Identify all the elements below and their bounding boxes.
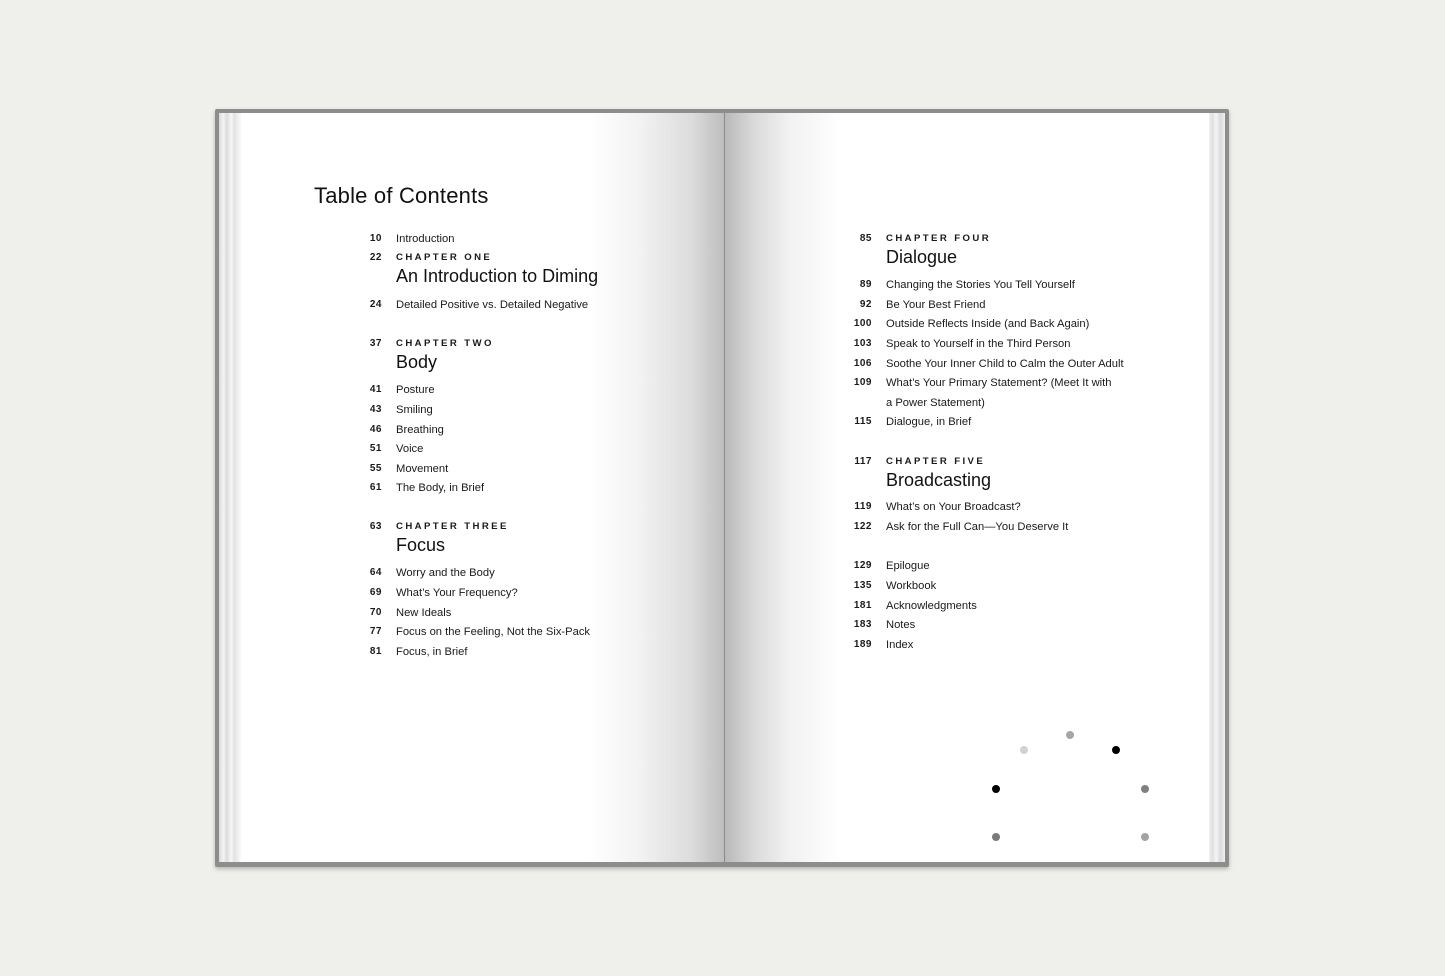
toc-entry-title: Be Your Best Friend	[886, 299, 986, 311]
toc-entry	[241, 229, 725, 249]
toc-entry-title: What’s Your Primary Statement? (Meet It with	[886, 377, 1112, 389]
toc-page-number: 22	[369, 252, 382, 263]
chapter-label: CHAPTER ONE	[396, 252, 493, 263]
toc-page-number: 10	[369, 233, 382, 244]
toc-entry-title: Worry and the Body	[396, 567, 495, 579]
toc-entry-title: Workbook	[886, 580, 937, 592]
toc-entry	[241, 517, 725, 537]
chapter-title: Dialogue	[886, 247, 958, 267]
toc-page-number: 89	[859, 279, 872, 290]
toc-page-number: 103	[853, 338, 872, 349]
chapter-title: Focus	[396, 535, 446, 555]
decorative-dot	[1020, 746, 1028, 754]
toc-entry-title: a Power Statement)	[886, 397, 985, 409]
toc-page-number: 129	[853, 560, 872, 571]
toc-entry-title: Acknowledgments	[886, 600, 977, 612]
toc-entry	[725, 229, 1209, 249]
decorative-dot	[1141, 785, 1149, 793]
toc-entry-title: Epilogue	[886, 560, 930, 572]
toc-page-number: 117	[854, 456, 872, 467]
toc-entry-title: Speak to Yourself in the Third Person	[886, 338, 1071, 350]
right-toc-list	[725, 113, 1209, 862]
toc-entry-title: Dialogue, in Brief	[886, 416, 972, 428]
chapter-title: An Introduction to Diming	[396, 266, 599, 286]
toc-title: Table of Contents	[314, 183, 489, 208]
toc-entry	[241, 420, 725, 440]
left-page	[241, 113, 725, 862]
toc-page-number: 77	[369, 626, 382, 637]
toc-entry	[725, 373, 1209, 393]
toc-entry	[241, 478, 725, 498]
toc-entry	[241, 642, 725, 662]
toc-page-number: 81	[369, 646, 382, 657]
toc-entry	[241, 380, 725, 400]
toc-page-number: 24	[369, 299, 382, 310]
book-gutter	[724, 113, 725, 862]
page-edges-left	[219, 113, 241, 862]
chapter-label: CHAPTER TWO	[396, 338, 494, 349]
toc-page-number: 85	[859, 233, 872, 244]
toc-entry-title: Outside Reflects Inside (and Back Again)	[886, 318, 1090, 330]
toc-entry-title: What’s Your Frequency?	[396, 587, 518, 599]
toc-entry	[725, 576, 1209, 596]
toc-page-number: 189	[853, 639, 872, 650]
toc-entry	[725, 295, 1209, 315]
toc-entry	[725, 314, 1209, 334]
toc-entry	[725, 393, 1209, 413]
toc-page-number: 55	[369, 463, 382, 474]
toc-entry	[241, 439, 725, 459]
toc-entry	[725, 412, 1209, 432]
toc-entry-title: New Ideals	[396, 607, 452, 619]
toc-entry-title: Movement	[396, 463, 449, 475]
toc-entry-title: Introduction	[396, 233, 455, 245]
toc-entry	[725, 556, 1209, 576]
toc-page-number: 106	[853, 358, 872, 369]
toc-page-number: 46	[369, 424, 382, 435]
toc-entry	[725, 615, 1209, 635]
chapter-label: CHAPTER FOUR	[886, 233, 992, 244]
toc-entry-title: Focus, in Brief	[396, 646, 468, 658]
toc-page-number: 41	[369, 384, 382, 395]
chapter-label: CHAPTER FIVE	[886, 456, 986, 467]
toc-page-number: 109	[853, 377, 872, 388]
toc-page-number: 100	[853, 318, 872, 329]
toc-entry	[241, 563, 725, 583]
toc-page-number: 63	[369, 521, 382, 532]
toc-entry-title: Index	[886, 639, 914, 651]
toc-entry	[725, 635, 1209, 655]
toc-entry-title: Notes	[886, 619, 916, 631]
toc-entry-title: Changing the Stories You Tell Yourself	[886, 279, 1075, 291]
toc-page-number: 64	[369, 567, 382, 578]
decorative-dot	[1141, 833, 1149, 841]
toc-entry-title: Smiling	[396, 404, 433, 416]
toc-page-number: 183	[853, 619, 872, 630]
toc-entry-title: Voice	[396, 443, 424, 455]
toc-entry	[725, 596, 1209, 616]
decorative-dot	[992, 785, 1000, 793]
chapter-title: Body	[396, 352, 438, 372]
toc-entry-title: Posture	[396, 384, 435, 396]
toc-entry	[241, 603, 725, 623]
chapter-title: Broadcasting	[886, 470, 992, 490]
toc-entry-title: Soothe Your Inner Child to Calm the Outer Adult	[886, 358, 1124, 370]
toc-entry	[241, 459, 725, 479]
toc-entry-title: What’s on Your Broadcast?	[886, 501, 1021, 513]
toc-entry	[725, 334, 1209, 354]
decorative-dot	[992, 833, 1000, 841]
toc-page-number: 135	[853, 580, 872, 591]
toc-entry	[725, 497, 1209, 517]
chapter-label: CHAPTER THREE	[396, 521, 509, 532]
toc-page-number: 92	[859, 299, 872, 310]
toc-entry	[241, 400, 725, 420]
toc-page-number: 51	[369, 443, 382, 454]
toc-entry-title: Focus on the Feeling, Not the Six-Pack	[396, 626, 591, 638]
left-toc-list	[241, 113, 725, 862]
toc-entry-title: Breathing	[396, 424, 444, 436]
toc-entry	[725, 517, 1209, 537]
toc-page-number: 70	[369, 607, 382, 618]
toc-entry	[725, 354, 1209, 374]
toc-entry-title: Detailed Positive vs. Detailed Negative	[396, 299, 589, 311]
decorative-dot	[1112, 746, 1120, 754]
toc-entry	[725, 275, 1209, 295]
toc-page-number: 115	[854, 416, 872, 427]
toc-page-number: 43	[369, 404, 382, 415]
page-edges-right	[1207, 113, 1225, 862]
toc-page-number: 119	[854, 501, 872, 512]
toc-entry	[241, 295, 725, 315]
toc-page-number: 69	[369, 587, 382, 598]
toc-page-number: 181	[853, 600, 872, 611]
toc-entry	[241, 583, 725, 603]
toc-entry-title: Ask for the Full Can—You Deserve It	[886, 521, 1069, 533]
right-page	[725, 113, 1209, 862]
toc-entry	[241, 622, 725, 642]
toc-entry-title: The Body, in Brief	[396, 482, 485, 494]
toc-page-number: 61	[369, 482, 382, 493]
toc-page-number: 37	[369, 338, 382, 349]
toc-entry	[241, 334, 725, 354]
toc-page-number: 122	[853, 521, 872, 532]
decorative-dot	[1066, 731, 1074, 739]
